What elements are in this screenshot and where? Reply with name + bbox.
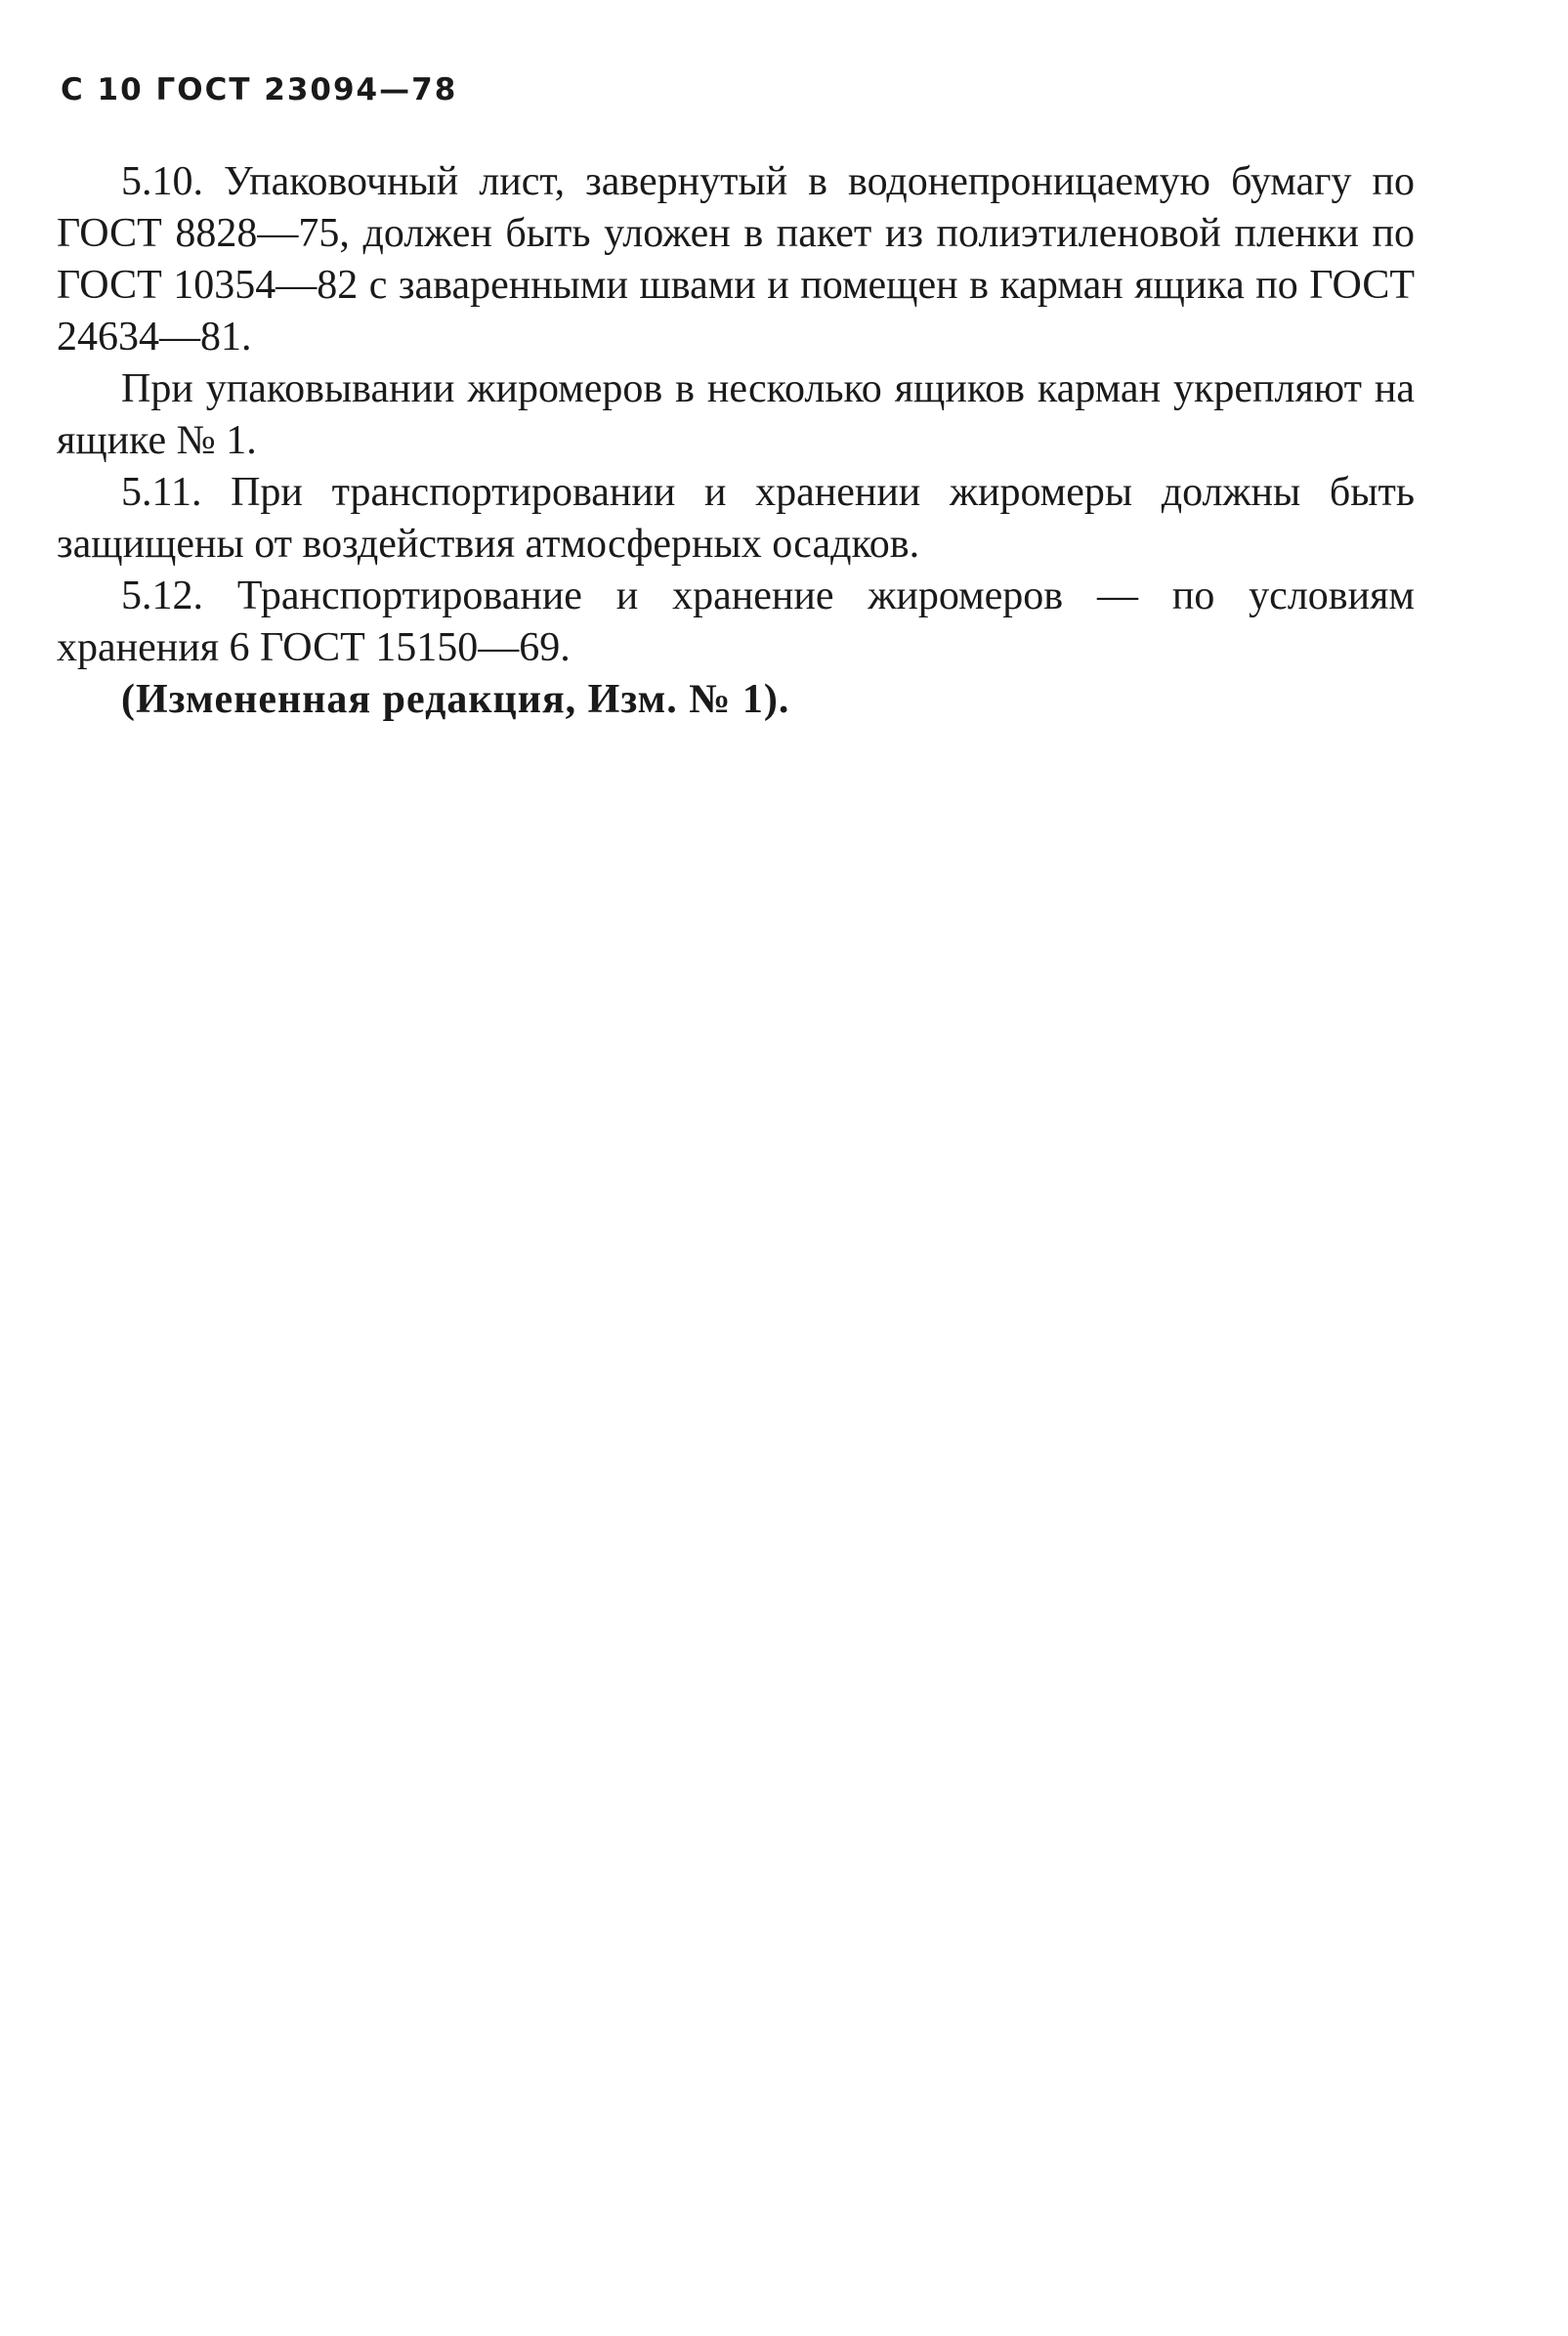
document-body: [57, 156, 1415, 726]
paragraph-5-12: 5.12. Транспортирование и хранение жиромеров — по условиям хранения 6 ГОСТ 15150—69.: [57, 573, 1415, 670]
paragraph-packing-note: При упаковывании жиромеров в несколько ящиков карман укрепляют на ящике № 1.: [57, 366, 1415, 463]
paragraph-5-11: 5.11. При транспортировании и хранении жиромеры должны быть защищены от воздействия атмосферных осадков.: [57, 470, 1415, 567]
amendment-note: (Измененная редакция, Изм. № 1).: [121, 677, 790, 722]
page-header: С 10 ГОСТ 23094—78: [61, 72, 458, 107]
paragraph-5-10: 5.10. Упаковочный лист, завернутый в водонепроницаемую бумагу по ГОСТ 8828—75, должен быть уложен в пакет из полиэтиленовой пленки по ГОСТ 10354—82 с заваренными швами и помещен в карман ящика по ГОСТ 24634—81.: [57, 159, 1415, 360]
